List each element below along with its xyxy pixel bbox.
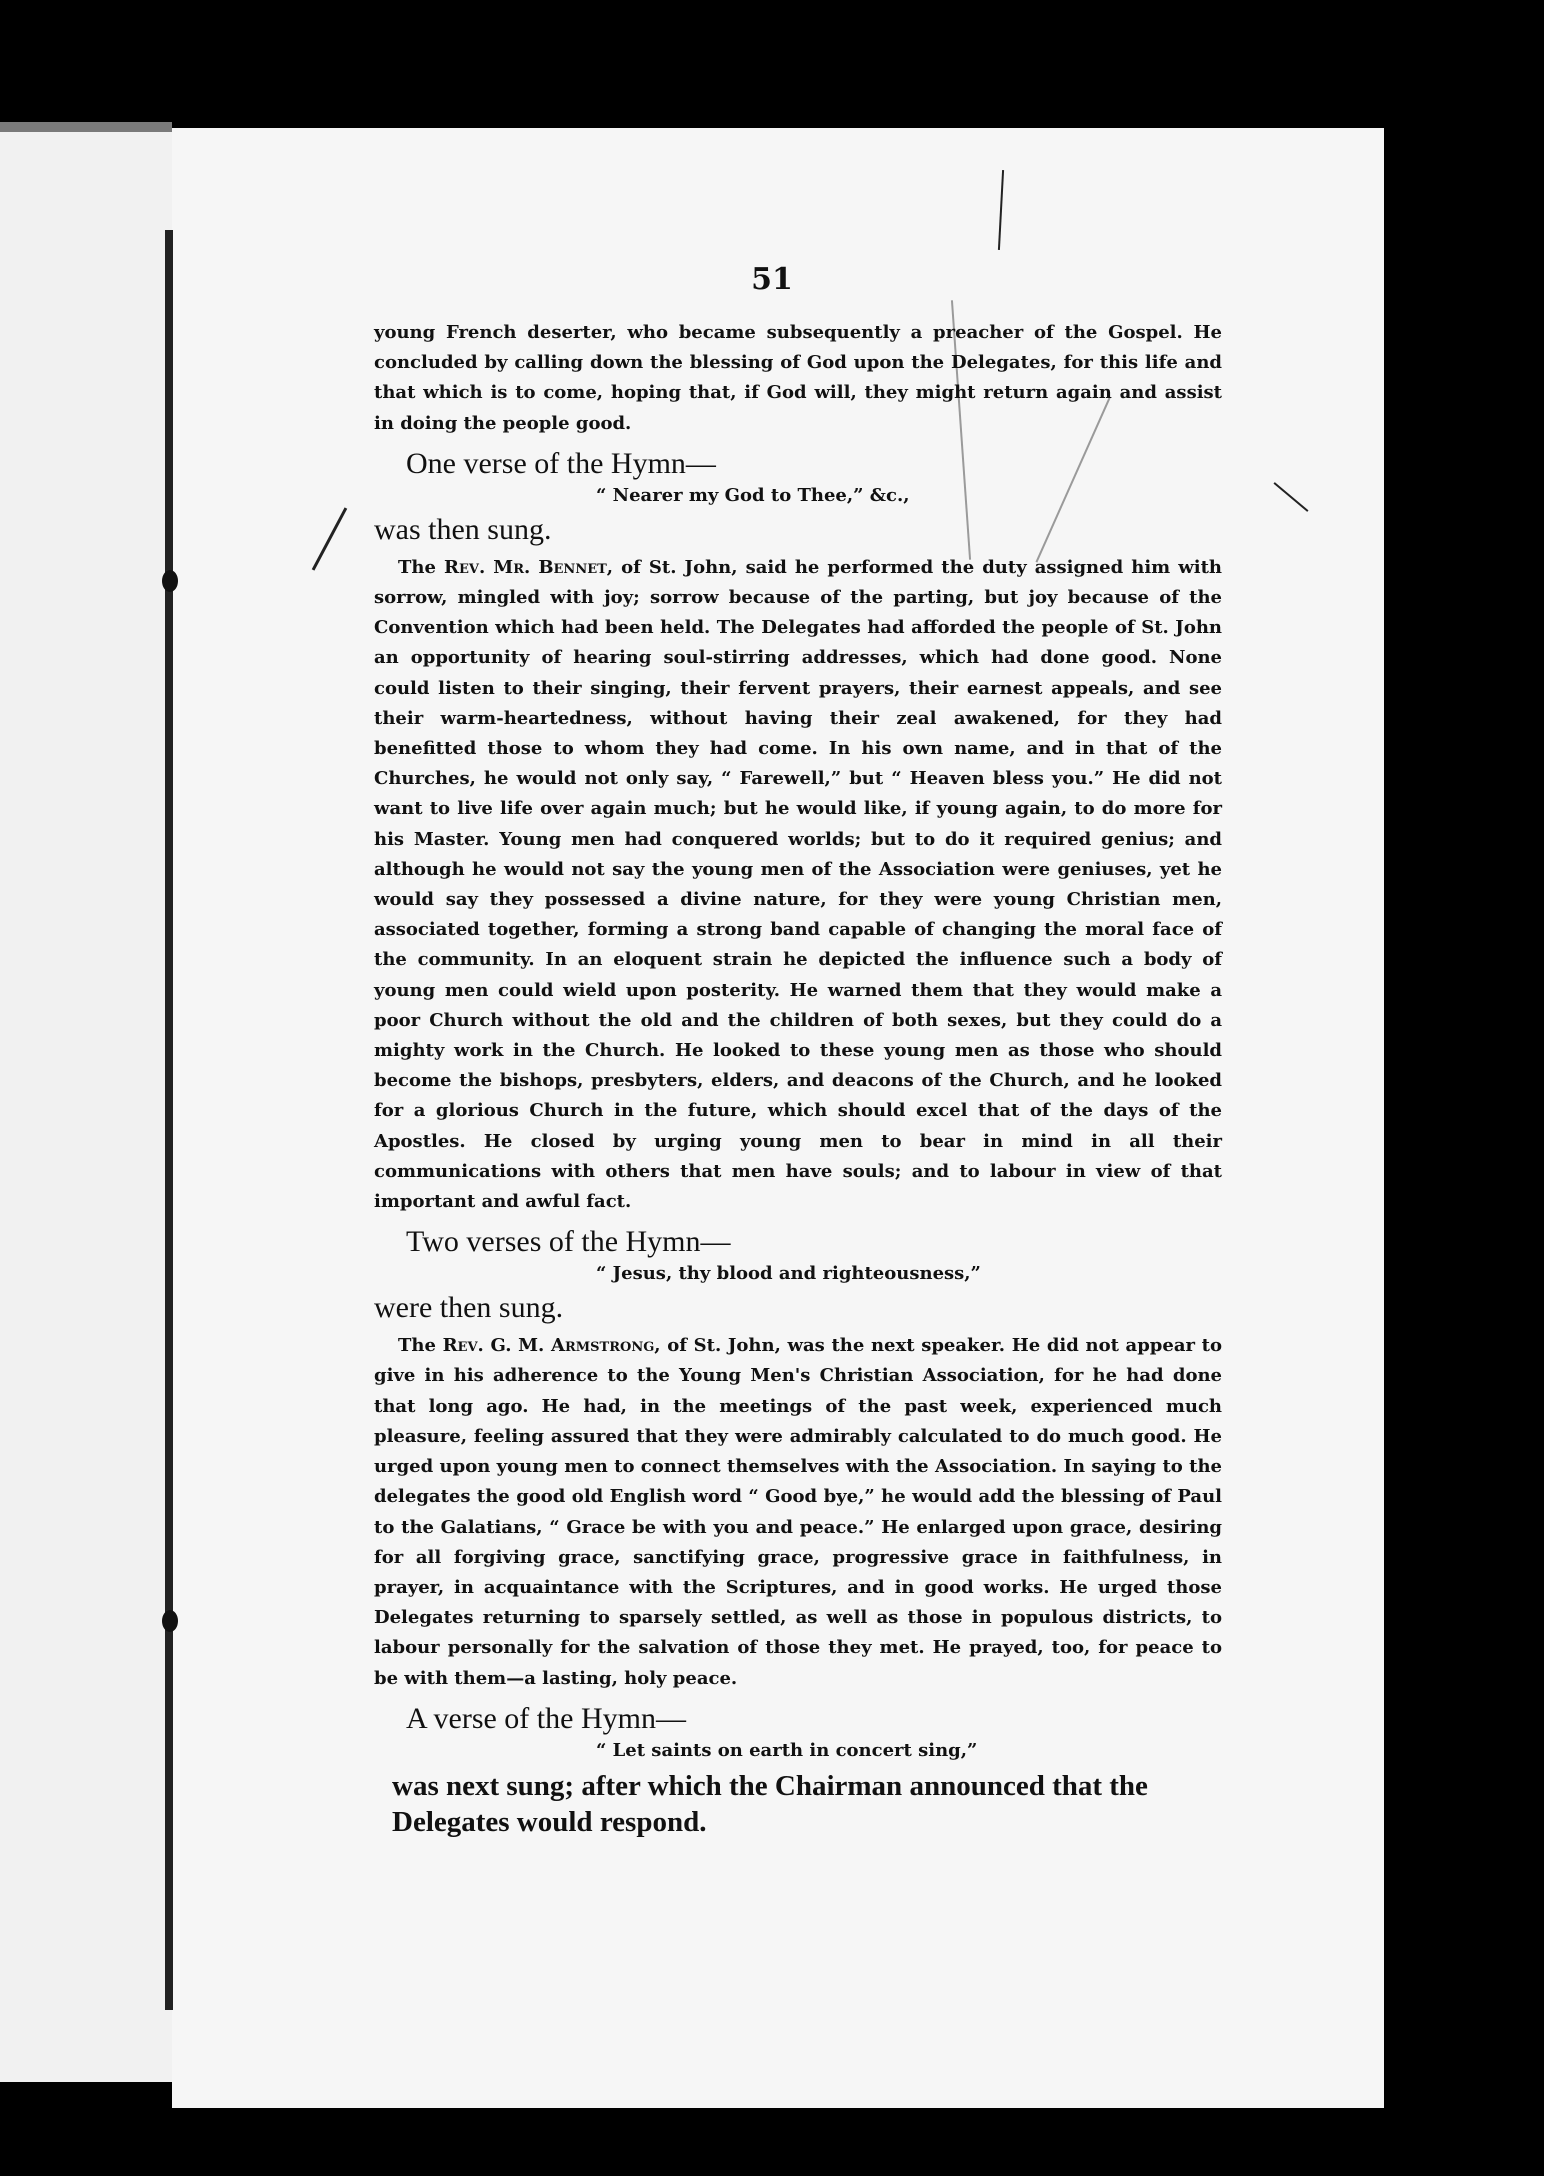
hymn-close: were then sung. bbox=[374, 1291, 564, 1325]
page-body bbox=[374, 318, 1222, 1840]
binding-stitch bbox=[162, 1610, 178, 1632]
body-paragraph bbox=[374, 1331, 1222, 1693]
binding-stitch bbox=[162, 570, 178, 592]
hymn-close: was then sung. bbox=[374, 512, 552, 546]
body-paragraph bbox=[374, 553, 1222, 1217]
page-number: 51 bbox=[751, 262, 793, 297]
facing-page-blank bbox=[0, 132, 172, 2082]
hymn-intro: Two verses of the Hymn— bbox=[406, 1225, 731, 1259]
hymn-intro: A verse of the Hymn— bbox=[406, 1701, 686, 1735]
paragraph-text: of St. John, said he performed the duty assigned him with sorrow, mingled with joy; sorrow because of the parting, but joy because of the Convention which had been held. The Delegates had afforded the people of St. John an opportunity of hearing soul-stirring addresses, which had done good. None could listen to their singing, their fervent prayers, their earnest appeals, and see their warm-heartedness, without having their zeal awakened, for they had benefitted those to whom they had come. In his own name, and in that of the Churches, he would not only say, “ Farewell,” but “ Heaven bless you.” He did not want to live life over again much; but he would like, if young again, to do more for his Master. Young men had conquered worlds; but to do it required genius; and although he would not say the young men of the Association were geniuses, yet he would say they possessed a divine nature, for they were young Christian men, associated together, forming a strong band capable of changing the moral face of the community. In an eloquent strain he depicted the influence such a body of young men could wield upon posterity. He warned them that they would make a poor Church without the old and the children of both sexes, but they could do a mighty work in the Church. He looked to these young men as those who should become the bishops, presbyters, elders, and deacons of the Church, and he looked for a glorious Church in the future, which should excel that of the days of the Apostles. He closed by urging young men to bear in mind in all their communications with others that men have souls; and to labour in view of that important and awful fact. bbox=[374, 556, 1222, 1213]
paragraph-text: of St. John, was the next speaker. He did not appear to give in his adherence to the Young Men's Christian Association, for he had done that long ago. He had, in the meetings of the past week, experienced much pleasure, feeling assured that they were admirably calculated to do much good. He urged upon young men to connect themselves with the Association. In saying to the delegates the good old English word “ Good bye,” he would add the blessing of Paul to the Galatians, “ Grace be with you and peace.” He enlarged upon grace, desiring for all forgiving grace, sanctifying grace, progressive grace in faithfulness, in prayer, in acquaintance with the Scriptures, and in good works. He urged those Delegates returning to sparsely settled, as well as those in populous districts, to labour personally for the salvation of those they met. He prayed, too, for peace to be with them—a lasting, holy peace. bbox=[374, 1335, 1222, 1689]
speaker-name: Rev. Mr. Bennet, bbox=[444, 556, 614, 578]
hymn-intro: One verse of the Hymn— bbox=[406, 446, 716, 480]
hymn-title: “ Let saints on earth in concert sing,” bbox=[596, 1739, 978, 1761]
body-paragraph: young French deserter, who became subsequently a preacher of the Gospel. He concluded by calling down the blessing of God upon the Delegates, for this life and that which is to come, hoping that, if God will, they might return again and assist in doing the people good. bbox=[374, 322, 1222, 434]
closing-text: was next sung; after which the Chairman announced that the Delegates would respond. bbox=[392, 1769, 1148, 1838]
paragraph-prefix: The bbox=[398, 556, 436, 578]
hymn-title: “ Nearer my God to Thee,” &c., bbox=[596, 484, 910, 506]
book-gutter bbox=[165, 230, 173, 2010]
hymn-title: “ Jesus, thy blood and righteousness,” bbox=[596, 1263, 981, 1285]
paragraph-prefix: The bbox=[398, 1335, 436, 1357]
speaker-name: Rev. G. M. Armstrong, bbox=[442, 1335, 661, 1357]
